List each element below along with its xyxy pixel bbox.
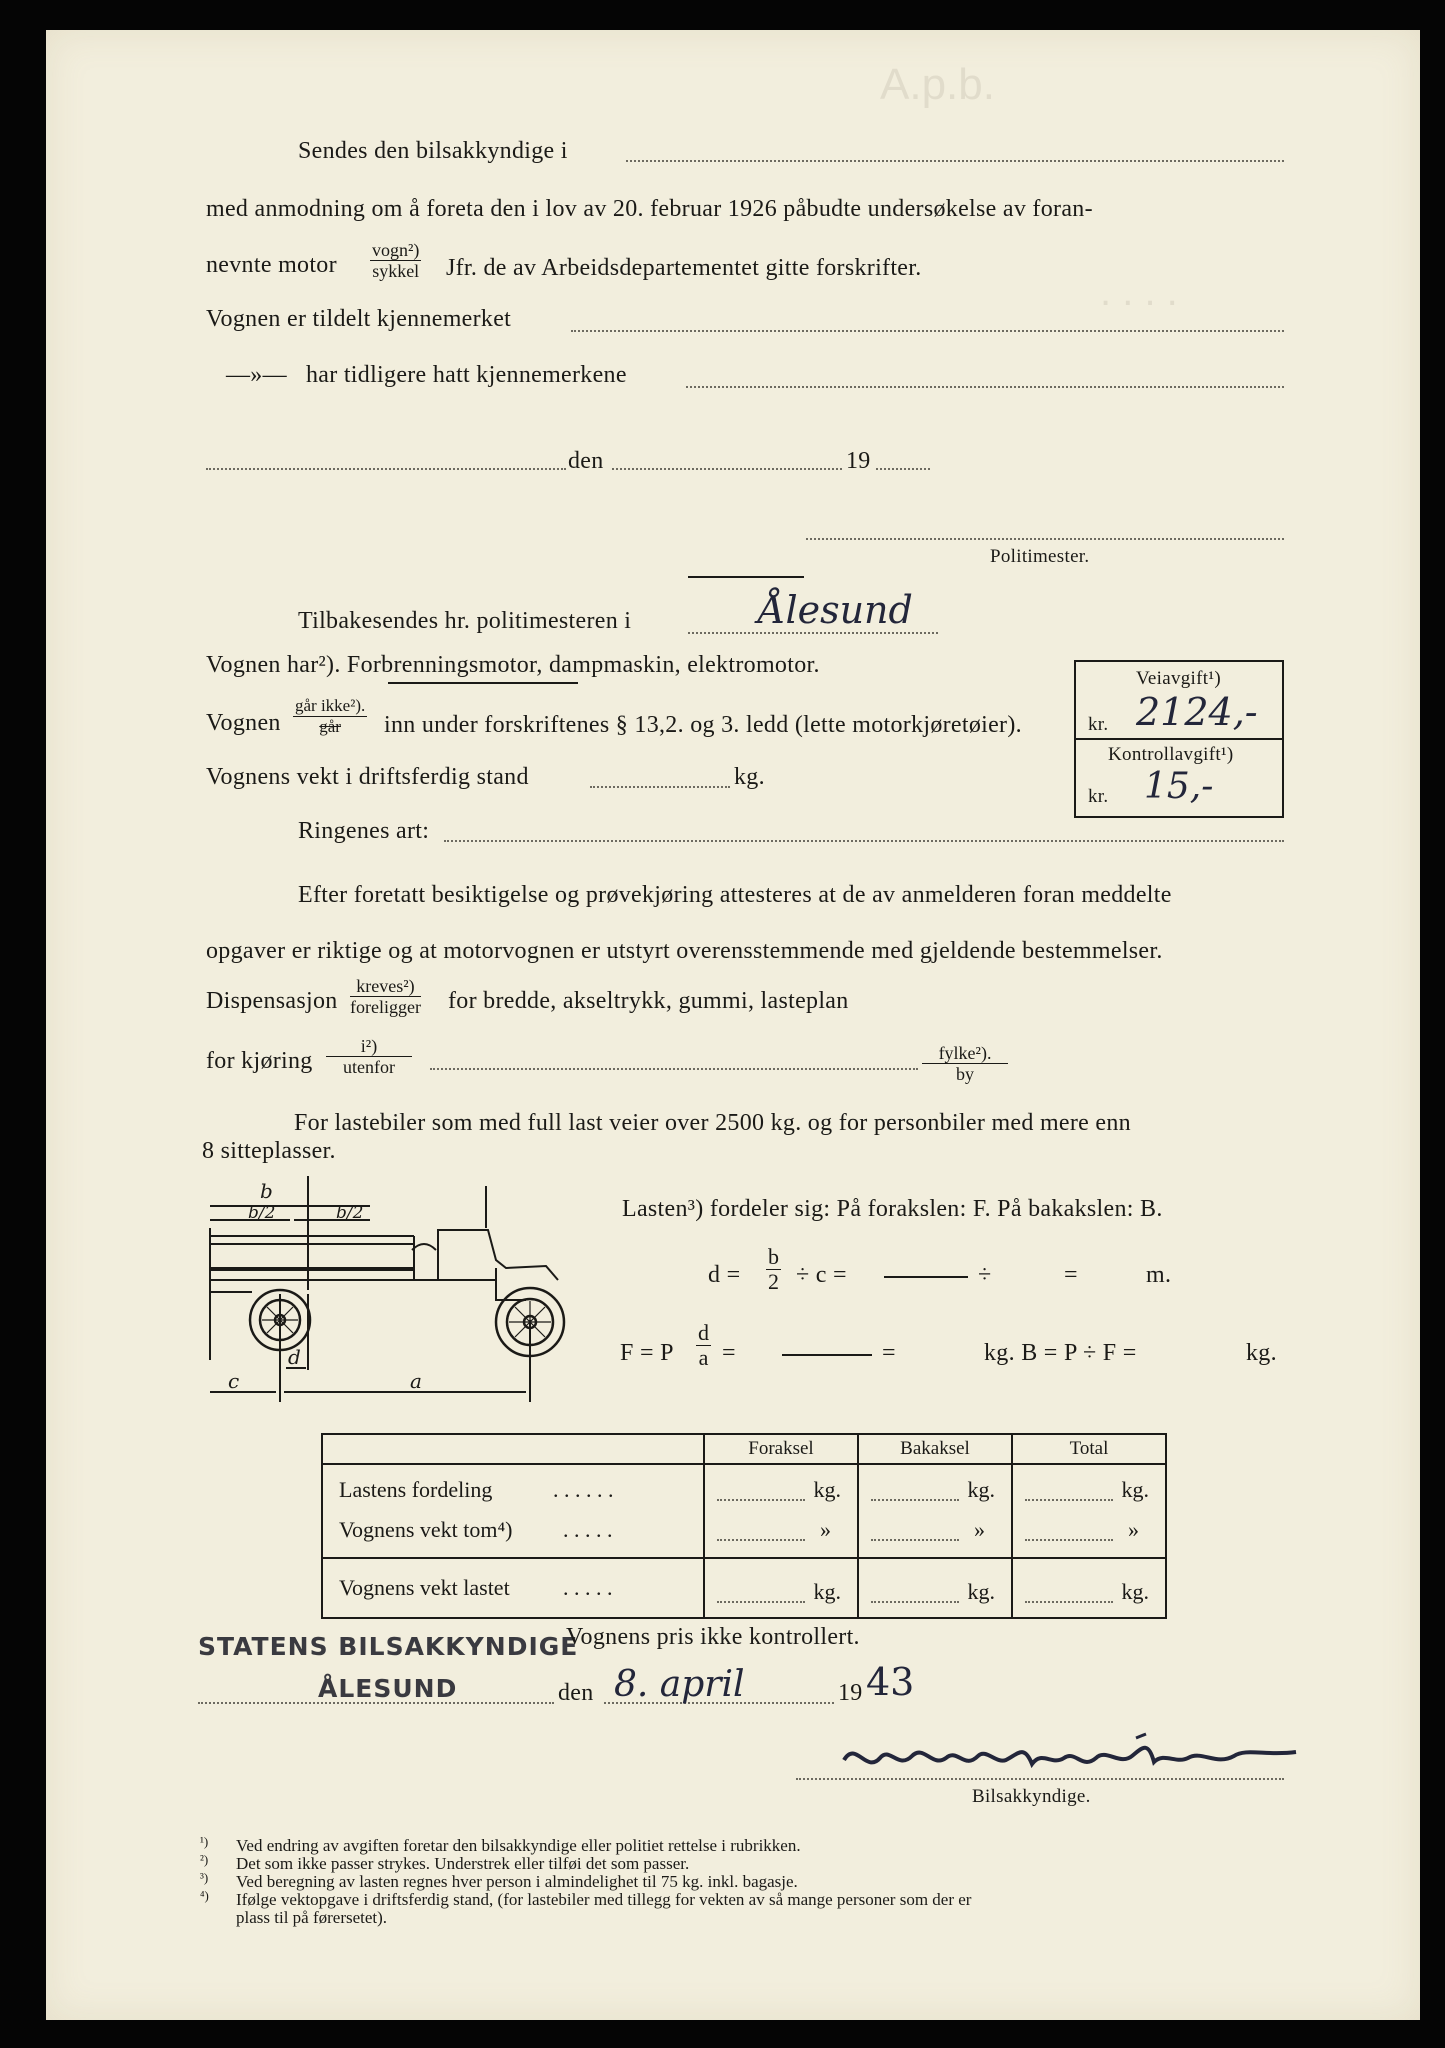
- kreves-fraction: [350, 977, 421, 1016]
- footnote-mark: ⁴): [200, 1888, 209, 1903]
- jfr-text: Jfr. de av Arbeidsdepartementet gitte forskrifter.: [446, 255, 922, 281]
- fraction-denominator: by: [956, 1064, 974, 1084]
- diagram-b-half-left: b/2: [248, 1203, 276, 1223]
- kg-end: kg.: [1246, 1340, 1277, 1366]
- table-cell[interactable]: [704, 1464, 858, 1511]
- cell-unit: kg.: [813, 1579, 841, 1604]
- nevnte-text: nevnte motor: [206, 252, 337, 278]
- table-cell[interactable]: [704, 1558, 858, 1618]
- politimester-label: Politimester.: [990, 546, 1090, 567]
- row-label: Vognens vekt tom⁴): [339, 1517, 513, 1542]
- bilsakkyndige-signature-field[interactable]: [796, 1778, 1284, 1780]
- efter-text-1: Efter foretatt besiktigelse og prøvekjøring attesteres at de av anmelderen foran meddelte: [298, 882, 1172, 908]
- cell-unit: kg.: [813, 1477, 841, 1502]
- row-leader: . . . . .: [563, 1517, 613, 1542]
- truck-diagram: [206, 1170, 580, 1410]
- kr-label: kr.: [1088, 786, 1109, 807]
- fee-divider: [1076, 738, 1282, 740]
- ringer-field[interactable]: [444, 840, 1284, 842]
- separator-line: [688, 576, 804, 578]
- cell-unit: kg.: [967, 1579, 995, 1604]
- table-cell[interactable]: [858, 1558, 1012, 1618]
- footnote-mark: ¹): [200, 1834, 209, 1849]
- fylke-by-fraction: [922, 1044, 1008, 1083]
- diagram-b-half-right: b/2: [336, 1203, 364, 1223]
- cell-field[interactable]: [717, 1499, 805, 1501]
- table-header-cell: Foraksel: [704, 1434, 858, 1464]
- cell-field[interactable]: [1025, 1499, 1113, 1501]
- row-label-cell: [322, 1511, 704, 1558]
- table-cell[interactable]: [858, 1511, 1012, 1558]
- minus-sign: ÷: [978, 1262, 992, 1288]
- lastebiler-text-2: 8 sitteplasser.: [202, 1138, 336, 1164]
- formula-blank: [782, 1354, 872, 1356]
- fee-box: [1074, 660, 1284, 818]
- fraction-denominator: a: [698, 1345, 709, 1370]
- cell-ditto: »: [974, 1517, 985, 1542]
- fraction-denominator: 2: [768, 1269, 779, 1294]
- footnote-text: Ifølge vektopgave i driftsferdig stand, (for lastebiler med tillegg for vekten av så mange personer som der er: [236, 1890, 972, 1909]
- tilbake-field[interactable]: [688, 632, 938, 634]
- kjoring-field[interactable]: [430, 1068, 918, 1070]
- diagram-a-label: a: [410, 1369, 422, 1393]
- vekt-field[interactable]: [590, 786, 730, 788]
- table-cell[interactable]: [1012, 1558, 1166, 1618]
- kontroll-value: 15,-: [1144, 766, 1214, 807]
- footnote-text: Det som ikke passer strykes. Understrek eller tilføi det som passer.: [236, 1854, 690, 1873]
- kg-label: kg.: [734, 764, 765, 790]
- pris-text: Vognens pris ikke kontrollert.: [566, 1624, 860, 1650]
- fraction-numerator: fylke²).: [922, 1044, 1008, 1064]
- kjoring-label: for kjøring: [206, 1048, 313, 1074]
- fraction-denominator: foreligger: [350, 997, 421, 1017]
- year-prefix: 19: [838, 1680, 863, 1706]
- table-cell[interactable]: [858, 1464, 1012, 1511]
- cell-unit: kg.: [1121, 1477, 1149, 1502]
- place-field[interactable]: [198, 1702, 554, 1704]
- dispensasjon-text: for bredde, akseltrykk, gummi, lasteplan: [448, 988, 849, 1014]
- kontroll-label: Kontrollavgift¹): [1108, 744, 1234, 765]
- table-cell[interactable]: [1012, 1464, 1166, 1511]
- cell-ditto: »: [820, 1517, 831, 1542]
- fraction-numerator: vogn²): [372, 240, 420, 260]
- equals-sign: =: [882, 1340, 896, 1366]
- handwritten-date: 8. april: [614, 1664, 745, 1705]
- lasten-text: Lasten³) fordeler sig: På forakslen: F. På bakakslen: B.: [622, 1196, 1163, 1222]
- footnote-mark: ²): [200, 1852, 209, 1867]
- forskriftenes-text: inn under forskriftenes § 13,2. og 3. ledd (lette motorkjøretøier).: [384, 712, 1022, 738]
- ditto-mark: —»—: [226, 362, 287, 388]
- table-row: [322, 1558, 1166, 1618]
- diagram-c-label: c: [228, 1369, 240, 1393]
- load-table: [321, 1433, 1167, 1619]
- efter-text-2: opgaver er riktige og at motorvognen er utstyrt overensstemmende med gjeldende bestemmelser.: [206, 938, 1163, 964]
- table-header-cell: [322, 1434, 704, 1464]
- table-row: [322, 1464, 1166, 1511]
- footnote-mark: ³): [200, 1870, 209, 1885]
- table-cell[interactable]: [704, 1511, 858, 1558]
- cell-field[interactable]: [717, 1601, 805, 1603]
- fraction-denominator: sykkel: [372, 261, 420, 281]
- cell-field[interactable]: [717, 1539, 805, 1541]
- year-field[interactable]: [876, 468, 930, 470]
- table-row: [322, 1511, 1166, 1558]
- ringer-text: Ringenes art:: [298, 818, 430, 844]
- fraction-numerator: d: [698, 1320, 709, 1345]
- fraction-numerator: går ikke²).: [295, 696, 366, 715]
- row-label-cell: [322, 1558, 704, 1618]
- d-equals: d =: [708, 1262, 741, 1288]
- cell-field[interactable]: [871, 1499, 959, 1501]
- equals-sign: =: [722, 1340, 736, 1366]
- anmodning-text: med anmodning om å foreta den i lov av 20. februar 1926 påbudte undersøkelse av foran-: [206, 196, 1093, 222]
- den-label: den: [568, 448, 604, 474]
- stamp-statens-bilsakkyndige: STATENS BILSAKKYNDIGE: [198, 1632, 579, 1661]
- fraction-denominator: går: [319, 717, 341, 736]
- den-label: den: [558, 1680, 594, 1706]
- row-label: Lastens fordeling: [339, 1477, 493, 1502]
- table-header-cell: Bakaksel: [858, 1434, 1012, 1464]
- row-leader: . . . . . .: [553, 1477, 614, 1502]
- diagram-d-label: d: [288, 1345, 301, 1369]
- footnote-text: Ved beregning av lasten regnes hver person i almindelighet til 75 kg. inkl. bagasje.: [236, 1872, 798, 1891]
- veiavgift-label: Veiavgift¹): [1136, 668, 1221, 689]
- minus-c: ÷ c =: [796, 1262, 847, 1288]
- fraction-numerator: b: [768, 1244, 779, 1269]
- b-over-2: [766, 1246, 781, 1293]
- formula-blank: [884, 1276, 968, 1278]
- veiavgift-value: 2124,-: [1136, 690, 1258, 734]
- dispensasjon-label: Dispensasjon: [206, 988, 338, 1014]
- footnote-text: plass til på førersetet).: [236, 1908, 388, 1927]
- footnote-text: Ved endring av avgiften foretar den bilsakkyndige eller politiet rettelse i rubrikken.: [236, 1836, 801, 1855]
- motor-text: Vognen har²). Forbrenningsmotor, dampmaskin, elektromotor.: [206, 652, 820, 678]
- handwritten-year: 43: [866, 1660, 915, 1704]
- kg-B-equals: kg. B = P ÷ F =: [984, 1340, 1137, 1366]
- vogn-sykkel-fraction: [370, 241, 421, 280]
- diagram-b-label: b: [260, 1179, 273, 1203]
- cell-field[interactable]: [871, 1601, 959, 1603]
- kr-label: kr.: [1088, 714, 1109, 735]
- sendes-field[interactable]: [626, 160, 1284, 162]
- d-over-a: [696, 1322, 711, 1369]
- bleed-through-text: A.p.b.: [880, 60, 995, 109]
- kjennemerket-text: Vognen er tildelt kjennemerket: [206, 306, 512, 332]
- fraction-denominator: utenfor: [343, 1057, 395, 1077]
- F-equals-P: F = P: [620, 1340, 674, 1366]
- cell-unit: kg.: [1121, 1579, 1149, 1604]
- cell-ditto: »: [1128, 1517, 1139, 1542]
- date-field[interactable]: [612, 468, 842, 470]
- vekt-text: Vognens vekt i driftsferdig stand: [206, 764, 529, 790]
- bilsakkyndige-label: Bilsakkyndige.: [972, 1786, 1091, 1807]
- handwritten-signature: [836, 1730, 1306, 1790]
- underline-forbrenningsmotor: [388, 682, 578, 684]
- row-label: Vognens vekt lastet: [339, 1575, 510, 1600]
- tilbake-text: Tilbakesendes hr. politimesteren i: [298, 608, 632, 634]
- gaar-fraction: [293, 697, 367, 736]
- handwritten-city: Ålesund: [758, 588, 913, 632]
- politimester-signature-field[interactable]: [806, 538, 1284, 540]
- kjennemerket-field[interactable]: [571, 330, 1284, 332]
- sendes-text: Sendes den bilsakkyndige i: [298, 138, 568, 164]
- vognen-label: Vognen: [206, 710, 281, 736]
- year-prefix: 19: [846, 448, 871, 474]
- equals-sign: =: [1064, 1262, 1078, 1288]
- row-leader: . . . . .: [563, 1575, 613, 1600]
- fraction-numerator: i²): [326, 1037, 412, 1057]
- cell-field[interactable]: [871, 1539, 959, 1541]
- table-header-cell: Total: [1012, 1434, 1166, 1464]
- tidligere-field[interactable]: [686, 386, 1284, 388]
- row-label-cell: [322, 1464, 704, 1511]
- fraction-numerator: kreves²): [350, 977, 421, 997]
- tidligere-text: har tidligere hatt kjennemerkene: [306, 362, 627, 388]
- i-utenfor-fraction: [326, 1037, 412, 1076]
- cell-unit: kg.: [967, 1477, 995, 1502]
- place-field[interactable]: [206, 468, 566, 470]
- lastebiler-text-1: For lastebiler som med full last veier over 2500 kg. og for personbiler med mere enn: [294, 1110, 1131, 1136]
- m-label: m.: [1146, 1262, 1172, 1288]
- cell-field[interactable]: [1025, 1601, 1113, 1603]
- bleed-through-text: . . . .: [1100, 270, 1178, 314]
- table-cell[interactable]: [1012, 1511, 1166, 1558]
- table-header-row: [322, 1434, 1166, 1464]
- cell-field[interactable]: [1025, 1539, 1113, 1541]
- stamp-alesund: ÅLESUND: [318, 1674, 458, 1703]
